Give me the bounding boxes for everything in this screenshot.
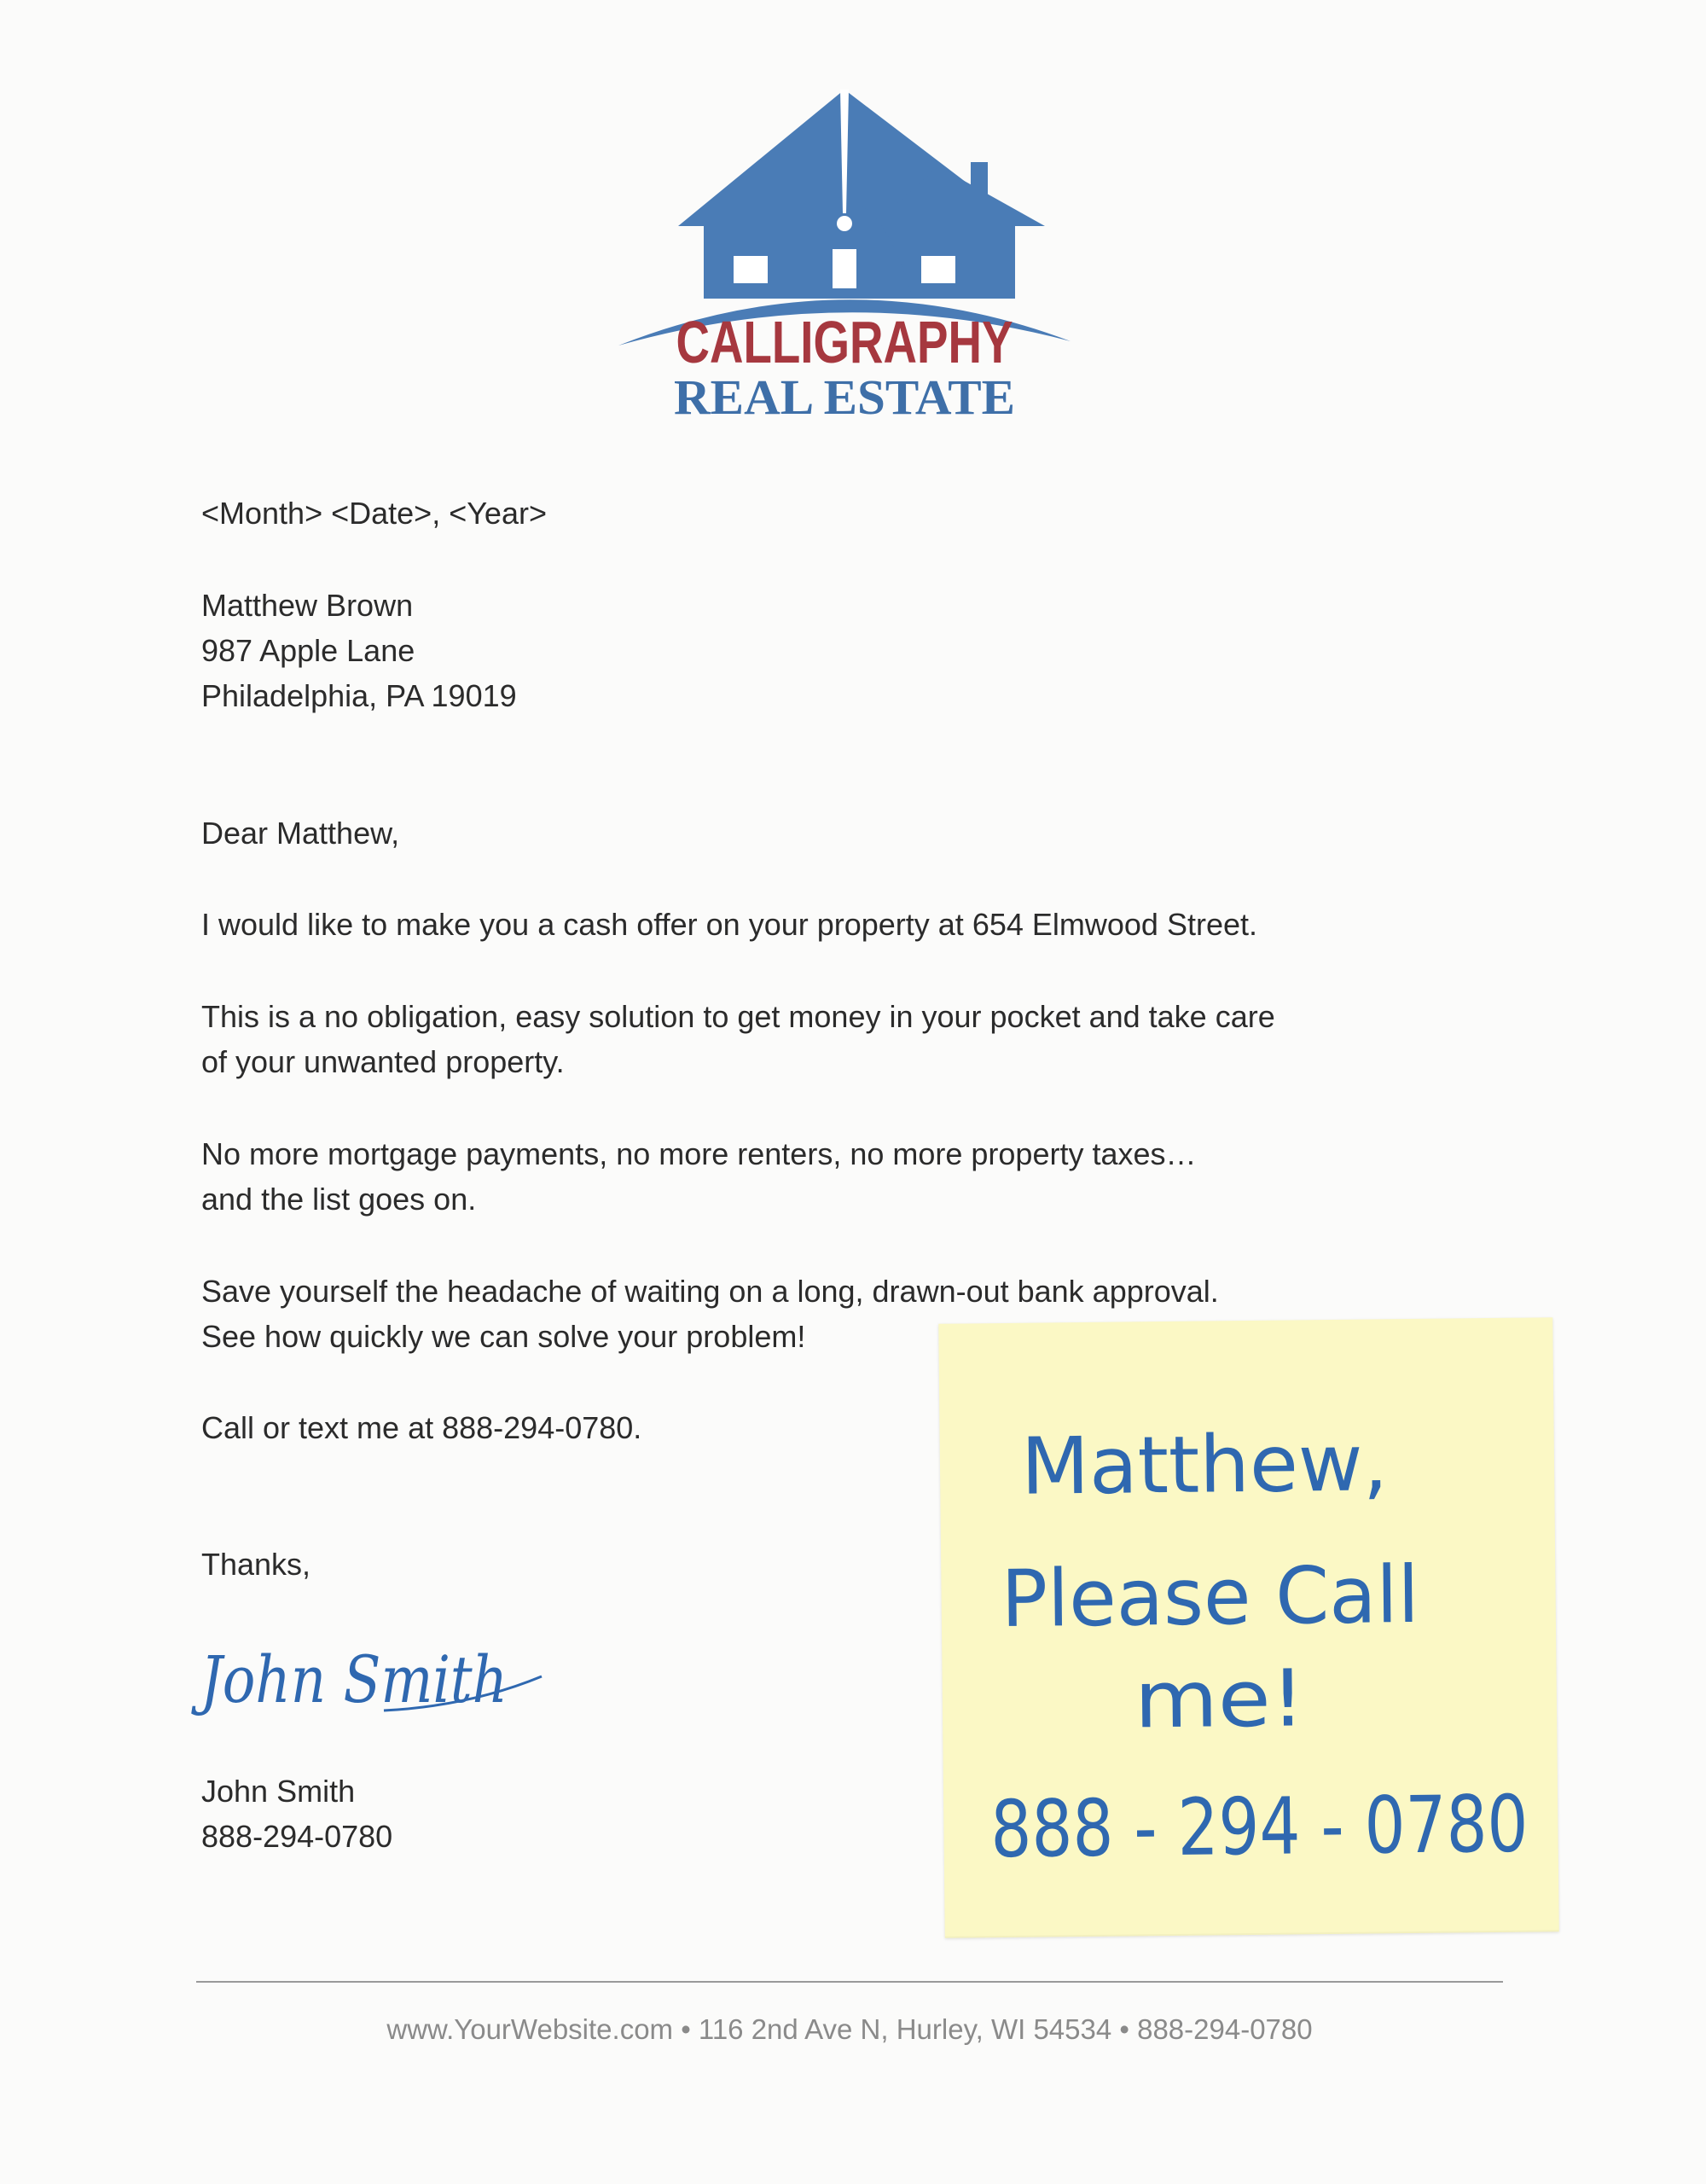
paragraph-line: Call or text me at 888-294-0780. [201,1410,642,1445]
paragraph-line: See how quickly we can solve your problem! [201,1319,806,1354]
paragraph-line: No more mortgage payments, no more renters, no more property taxes… [201,1136,1197,1171]
closing: Thanks, [201,1547,311,1582]
logo-wordmark-real-estate: REAL ESTATE [674,369,1015,425]
sender-phone: 888-294-0780 [201,1819,393,1854]
sticky-line: me! [1134,1653,1291,1746]
recipient-city: Philadelphia, PA 19019 [201,678,517,713]
sticky-line: Please Call [1001,1548,1428,1646]
company-logo [614,85,1075,427]
paragraph-line: Save yourself the headache of waiting on a long, drawn-out bank approval. [201,1274,1219,1309]
sender-name: John Smith [201,1774,356,1809]
letter-date: <Month> <Date>, <Year> [201,496,547,531]
sticky-note [938,1317,1647,1938]
logo-wordmark-calligraphy: CALLIGRAPHY [676,309,1013,375]
sticky-line: 888 - 294 - 0780 [989,1777,1647,1876]
paragraph-line: and the list goes on. [201,1182,477,1217]
paragraph-line: I would like to make you a cash offer on your property at 654 Elmwood Street. [201,907,1257,942]
sticky-line: Matthew, [1020,1417,1386,1513]
footer-divider [196,1981,1503,1983]
paragraph-line: This is a no obligation, easy solution to get money in your pocket and take care [201,999,1275,1034]
house-icon [618,90,1071,346]
paragraph-line: of your unwanted property. [201,1044,565,1079]
salutation: Dear Matthew, [201,816,400,851]
recipient-street: 987 Apple Lane [201,633,415,668]
recipient-name: Matthew Brown [201,588,414,623]
footer-contact: www.YourWebsite.com • 116 2nd Ave N, Hurley, WI 54534 • 888-294-0780 [386,2013,1313,2045]
svg-text:John Smith: John Smith [191,1641,508,1717]
handwritten-signature [191,1629,554,1723]
sticky-note-handwriting [938,1317,1647,1938]
